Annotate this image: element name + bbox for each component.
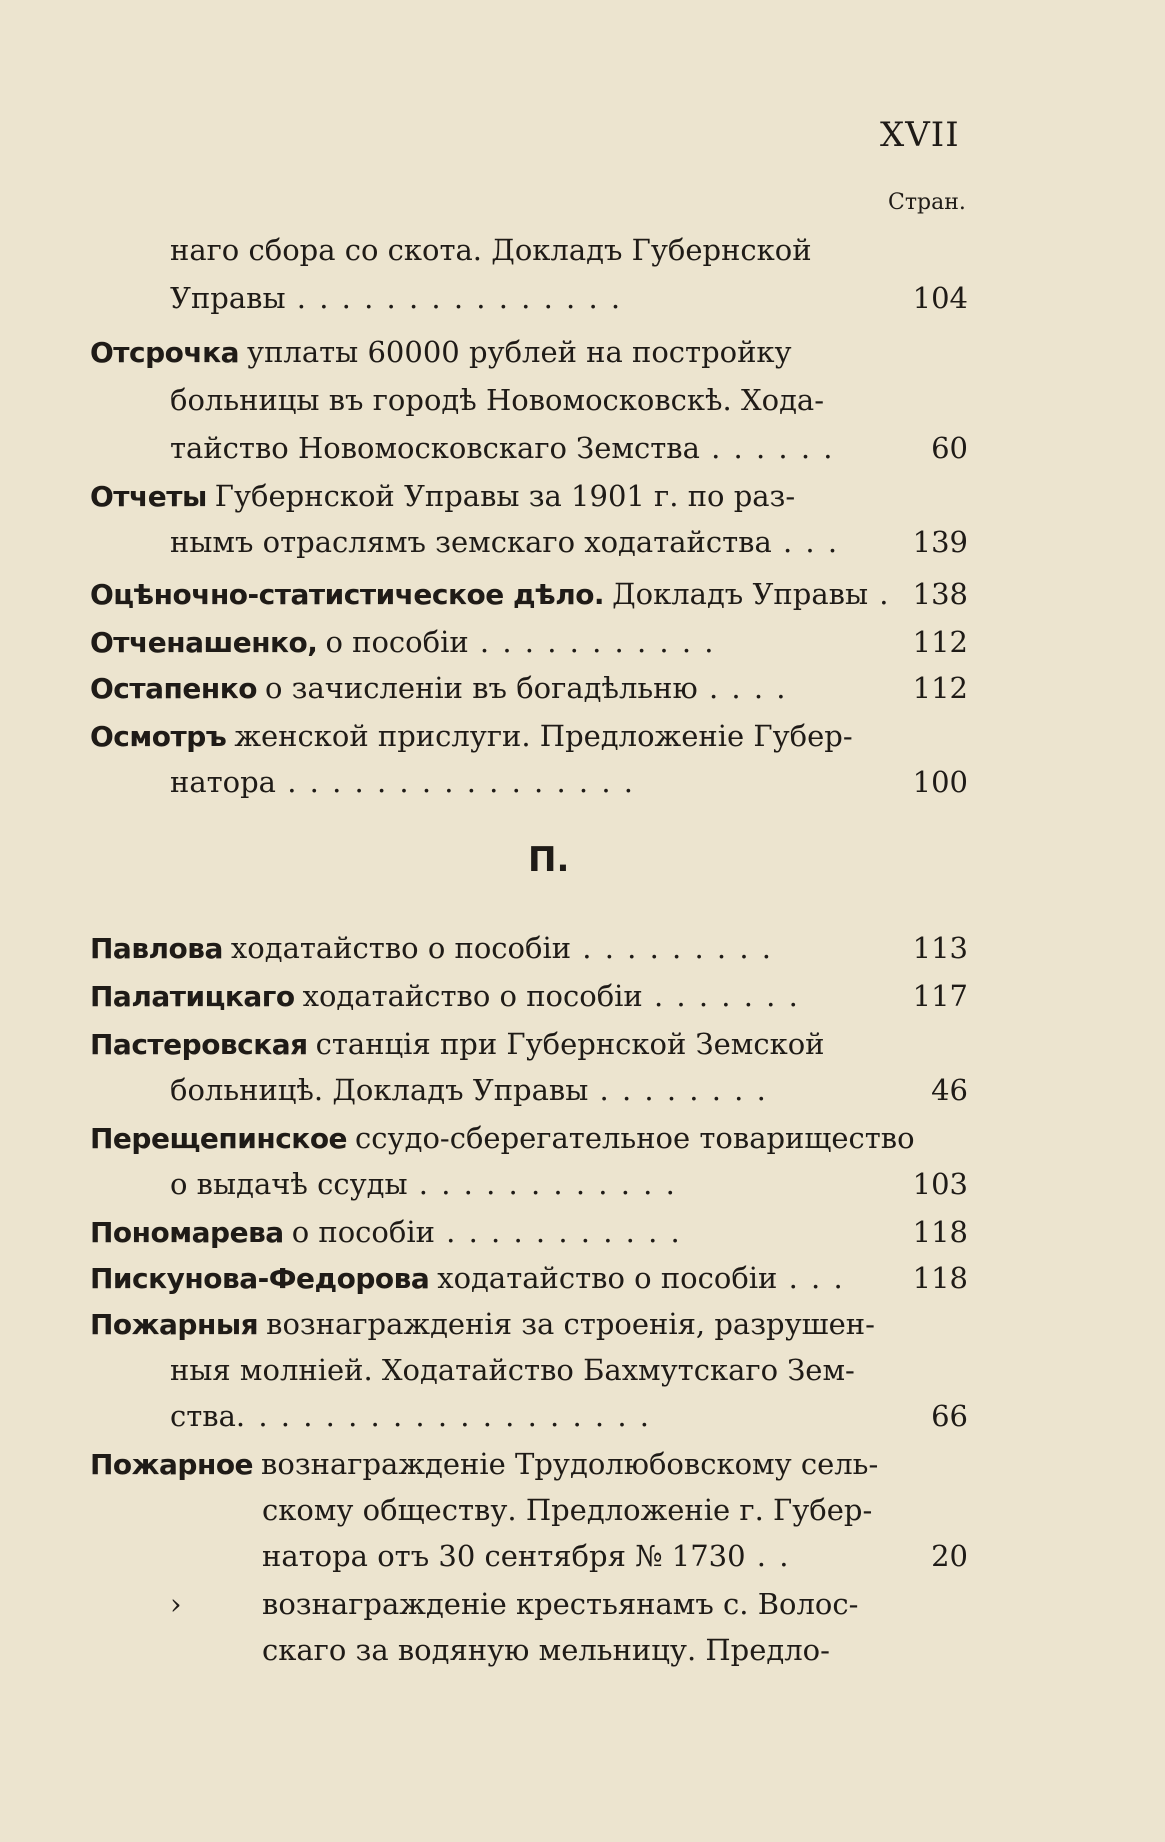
index-line: нымъ отраслямъ земскаго ходатайства . . .	[170, 525, 840, 559]
page-ref: 112	[912, 671, 968, 705]
page-ref: 20	[931, 1539, 968, 1573]
entry-keyword: Перещепинское	[90, 1122, 348, 1155]
entry-keyword: Пожарныя	[90, 1308, 259, 1341]
entry-keyword: Пожарное	[90, 1448, 254, 1481]
index-line: Палатицкаго ходатайство о пособіи . . . . . . .	[90, 979, 800, 1013]
entry-keyword: Пискунова-Федорова	[90, 1262, 430, 1295]
page-ref: 66	[931, 1399, 968, 1433]
index-line: Отсрочка уплаты 60000 рублей на постройку	[90, 335, 792, 369]
index-line: Пастеровская станція при Губернской Земской	[90, 1027, 825, 1061]
page-ref: 117	[912, 979, 968, 1013]
entry-keyword: Оцѣночно-статистическое дѣло.	[90, 578, 605, 611]
page-ref: 60	[931, 431, 968, 465]
index-line: Пономарева о пособіи . . . . . . . . . . .	[90, 1215, 682, 1249]
index-line: Отченашенко, о пособіи . . . . . . . . . . .	[90, 625, 716, 659]
page-ref: 112	[912, 625, 968, 659]
entry-keyword: Отченашенко,	[90, 626, 318, 659]
index-line: Пожарныя вознагражденія за строенія, разрушен-	[90, 1307, 875, 1341]
page-ref: 103	[912, 1167, 968, 1201]
index-line: о выдачѣ ссуды . . . . . . . . . . . .	[170, 1167, 677, 1201]
index-line: Перещепинское ссудо-сберегательное товарищество	[90, 1121, 915, 1155]
index-line: Павлова ходатайство о пособіи . . . . . . . . .	[90, 931, 773, 965]
page-ref: 100	[912, 765, 968, 799]
column-heading: Стран.	[888, 190, 966, 215]
index-line: скаго за водяную мельницу. Предло-	[262, 1633, 830, 1667]
index-line: Остапенко о зачисленіи въ богадѣльню . . . .	[90, 671, 788, 705]
index-line: ства. . . . . . . . . . . . . . . . . . .	[170, 1399, 651, 1433]
page-ref: 118	[912, 1261, 968, 1295]
entry-keyword: Отсрочка	[90, 336, 240, 369]
ditto-mark: ›	[170, 1587, 182, 1621]
entry-keyword: Отчеты	[90, 480, 207, 513]
entry-keyword: Пастеровская	[90, 1028, 308, 1061]
entry-keyword: Остапенко	[90, 672, 257, 705]
entry-keyword: Пономарева	[90, 1216, 284, 1249]
page-ref: 139	[912, 525, 968, 559]
index-line: Пискунова-Федорова ходатайство о пособіи . . .	[90, 1261, 845, 1295]
page-ref: 113	[912, 931, 968, 965]
index-line: натора . . . . . . . . . . . . . . . .	[170, 765, 635, 799]
entry-keyword: Осмотръ	[90, 720, 227, 753]
page-ref: 118	[912, 1215, 968, 1249]
page-ref: 138	[912, 577, 968, 611]
index-line: наго сбора со скота. Докладъ Губернской	[170, 233, 812, 267]
index-line: Отчеты Губернской Управы за 1901 г. по раз-	[90, 479, 796, 513]
index-line: Оцѣночно-статистическое дѣло. Докладъ Управы .	[90, 577, 891, 611]
index-line: Пожарное вознагражденіе Трудолюбовскому сель-	[90, 1447, 879, 1481]
index-line: натора отъ 30 сентября № 1730 . .	[262, 1539, 791, 1573]
index-line: больницѣ. Докладъ Управы . . . . . . . .	[170, 1073, 768, 1107]
index-line: ныя молніей. Ходатайство Бахмутскаго Зем-	[170, 1353, 855, 1387]
page-ref: 46	[931, 1073, 968, 1107]
index-line: больницы въ городѣ Новомосковскѣ. Хода-	[170, 383, 825, 417]
entry-keyword: Палатицкаго	[90, 980, 295, 1013]
index-line: Осмотръ женской прислуги. Предложеніе Губер-	[90, 719, 853, 753]
page-number: XVII	[880, 115, 960, 155]
page-ref: 104	[912, 281, 968, 315]
index-line: Управы . . . . . . . . . . . . . . .	[170, 281, 623, 315]
index-line: тайство Новомосковскаго Земства . . . . . .	[170, 431, 835, 465]
index-line: скому обществу. Предложеніе г. Губер-	[262, 1493, 873, 1527]
entry-keyword: Павлова	[90, 932, 223, 965]
index-line: › вознагражденіе крестьянамъ с. Волос-	[170, 1584, 858, 1624]
section-letter: П.	[528, 840, 570, 880]
